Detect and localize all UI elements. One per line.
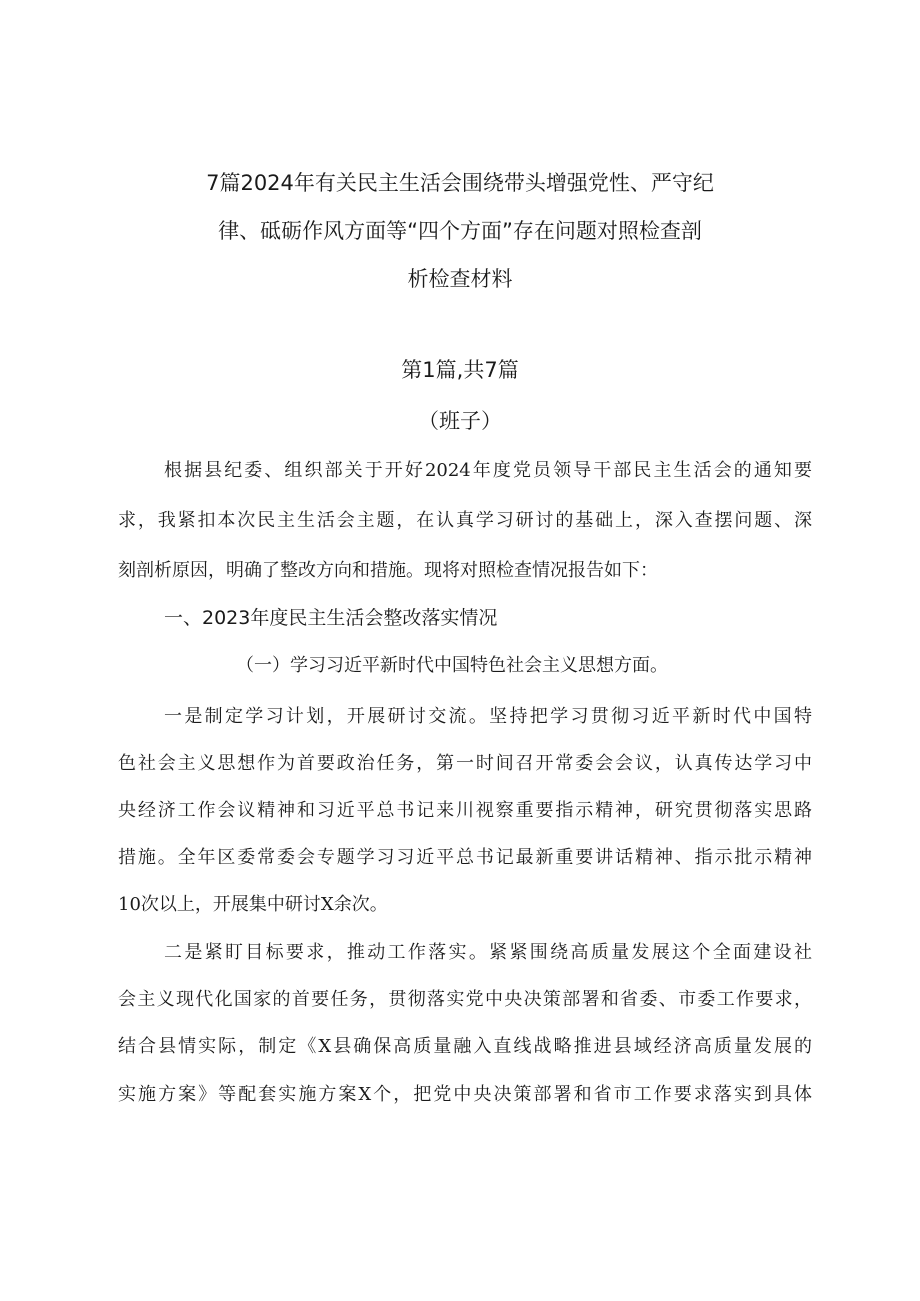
part-label: 第1篇,共7篇 [401,358,519,382]
paragraph-1-line-1: 一是制定学习计划，开展研讨交流。坚持把学习贯彻习近平新时代中国特 [164,706,812,727]
paragraph-2-line-2: 会主义现代化国家的首要任务，贯彻落实党中央决策部署和省委、市委工作要求， [118,989,812,1010]
paragraph-1-line-5: 10次以上，开展集中研讨X余次。 [118,894,388,915]
document-title-line-2: 律、砥砺作风方面等“四个方面”存在问题对照检查剖 [218,219,702,243]
subsection-heading: （一）学习习近平新时代中国特色社会主义思想方面。 [236,655,668,676]
paragraph-2-line-3: 结合县情实际，制定《X县确保高质量融入直线战略推进县域经济高质量发展的 [118,1036,812,1057]
paragraph-1-line-4: 措施。全年区委常委会专题学习习近平总书记最新重要讲话精神、指示批示精神 [118,847,812,868]
intro-line-2: 求，我紧扣本次民主生活会主题，在认真学习研讨的基础上，深入查摆问题、深 [118,510,812,531]
document-subtitle: （班子） [418,409,502,433]
document-title-line-1: 7篇2024年有关民主生活会围绕带头增强党性、严守纪 [206,171,714,195]
paragraph-1-line-3: 央经济工作会议精神和习近平总书记来川视察重要指示精神，研究贯彻落实思路 [118,800,812,821]
document-title-line-3: 析检查材料 [407,267,513,291]
paragraph-1-line-2: 色社会主义思想作为首要政治任务，第一时间召开常委会会议，认真传达学习中 [118,753,812,774]
paragraph-2-line-4: 实施方案》等配套实施方案X个，把党中央决策部署和省市工作要求落实到具体 [118,1084,812,1105]
intro-line-3: 刻剖析原因，明确了整改方向和措施。现将对照检查情况报告如下： [118,560,658,581]
section-heading: 一、2023年度民主生活会整改落实情况 [164,607,498,629]
intro-line-1: 根据县纪委、组织部关于开好2024年度党员领导干部民主生活会的通知要 [164,460,812,481]
paragraph-2-line-1: 二是紧盯目标要求，推动工作落实。紧紧围绕高质量发展这个全面建设社 [164,942,812,963]
